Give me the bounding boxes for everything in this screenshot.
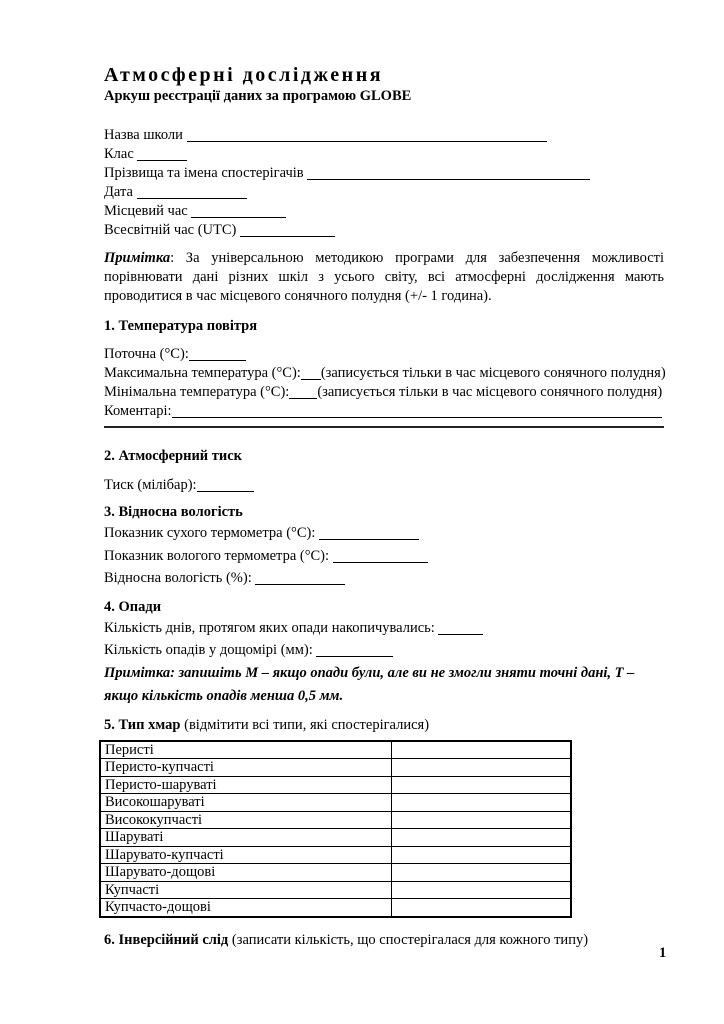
utc-time-field-row [104,221,664,240]
table-row [100,846,571,864]
cloud-check-cell [392,811,572,829]
rel-humidity-blank [255,582,345,585]
max-temp-label: Максимальна температура (°С): [104,365,301,381]
school-label: Назва школи [104,127,183,143]
local-time-field-row [104,202,664,221]
date-field-row [104,183,664,202]
table-row [100,899,571,917]
cloud-type-cell: Шаруваті [100,829,392,847]
section-heading-pressure: 2. Атмосферний тиск [104,448,243,464]
contrails-heading-bold: 6. Інверсійний слід [104,931,229,948]
section-heading-clouds [104,716,664,735]
clouds-heading-rest: (відмітити всі типи, які спостерігалися) [180,716,430,733]
cloud-type-cell: Шарувато-купчасті [100,846,392,864]
intro-note-text: : За універсальною методикою програми для забезпечення можливості порівнювати дані різних шкіл з усього світу, всі атмосферні дослідження мають проводитися в час місцевого сонячного полудня (+/- 1 година). [104,250,664,304]
table-row [100,741,571,759]
school-blank [187,139,547,142]
comments-blank [172,415,662,418]
cloud-type-cell: Високошаруваті [100,794,392,812]
current-temp-blank [189,358,246,361]
cloud-type-cell: Купчасто-дощові [100,899,392,917]
contrails-heading-rest: (записати кількість, що спостерігалася для кожного типу) [228,931,589,948]
cloud-type-cell: Висококупчасті [100,811,392,829]
clouds-heading-bold: 5. Тип хмар [104,716,181,733]
section-heading-contrails [104,931,664,950]
precip-days-blank [438,632,483,635]
cloud-check-cell [392,794,572,812]
table-row [100,811,571,829]
max-temp-note: (записується тільки в час місцевого сонячного полудня) [320,365,666,381]
table-row [100,759,571,777]
cloud-check-cell [392,881,572,899]
cloud-check-cell [392,829,572,847]
wet-bulb-row [104,545,664,568]
header-fields [104,126,664,240]
school-field-row [104,126,664,145]
section-heading-precipitation: 4. Опади [104,598,162,615]
precip-amount-row [104,639,664,661]
local-time-blank [191,215,286,218]
min-temp-blank [289,396,317,399]
local-time-label: Місцевий час [104,203,188,219]
table-row [100,829,571,847]
section-heading-temperature: 1. Температура повітря [104,318,258,334]
observers-field-row [104,164,664,183]
section-heading-humidity: 3. Відносна вологість [104,504,243,520]
max-temp-row [104,364,664,383]
dry-bulb-row [104,522,664,545]
comments-row [104,402,664,421]
intro-note-label: Примітка [104,250,171,266]
cloud-check-cell [392,864,572,882]
max-temp-blank [301,377,321,380]
comments-extra-line [104,426,664,428]
page-subtitle: Аркуш реєстрації даних за програмою GLOBE [104,88,412,104]
min-temp-label: Мінімальна температура (°С): [104,384,290,400]
table-row [100,794,571,812]
table-row [100,881,571,899]
precip-amount-label: Кількість опадів у дощомірі (мм): [104,641,313,658]
pressure-label: Тиск (мілібар): [104,477,197,493]
table-row [100,776,571,794]
page-number: 1 [659,945,667,961]
date-blank [137,196,247,199]
temperature-section [104,345,664,421]
comments-label: Коментарі: [104,403,172,419]
wet-bulb-label: Показник вологого термометра (°С): [104,547,330,564]
utc-time-blank [240,234,335,237]
current-temp-label: Поточна (°С): [104,346,189,362]
wet-bulb-blank [333,560,428,563]
precip-amount-blank [316,654,393,657]
cloud-check-cell [392,846,572,864]
class-blank [137,158,187,161]
cloud-type-cell: Перисто-купчасті [100,759,392,777]
cloud-type-cell: Перисто-шаруваті [100,776,392,794]
cloud-check-cell [392,899,572,917]
precip-days-row [104,617,664,639]
observers-label: Прізвища та імена спостерігачів [104,165,304,181]
cloud-type-cell: Перисті [100,741,392,759]
pressure-blank [197,489,254,492]
class-label: Клас [104,146,134,162]
current-temp-row [104,345,664,364]
precip-days-label: Кількість днів, протягом яких опади накопичувались: [104,619,435,636]
dry-bulb-label: Показник сухого термометра (°С): [104,525,316,541]
intro-note [104,249,664,306]
page-title: Атмосферні дослідження [104,64,384,86]
pressure-row [104,476,664,495]
precipitation-note: Примітка: запишіть М – якщо опади були, але ви не змогли зняти точні дані, Т – якщо кількість опадів менша 0,5 мм. [104,664,635,704]
min-temp-note: (записується тільки в час місцевого сонячного полудня) [317,384,663,400]
min-temp-row [104,383,664,402]
rel-humidity-row [104,567,664,590]
observers-blank [307,177,590,180]
cloud-check-cell [392,741,572,759]
table-row [100,864,571,882]
cloud-check-cell [392,759,572,777]
precipitation-section [104,617,664,708]
cloud-type-cell: Шарувато-дощові [100,864,392,882]
cloud-check-cell [392,776,572,794]
cloud-type-table [99,740,572,918]
rel-humidity-label: Відносна вологість (%): [104,570,252,586]
class-field-row [104,145,664,164]
date-label: Дата [104,184,133,200]
cloud-type-cell: Купчасті [100,881,392,899]
humidity-section [104,522,664,590]
dry-bulb-blank [319,537,419,540]
utc-time-label: Всесвітній час (UTC) [104,222,237,238]
